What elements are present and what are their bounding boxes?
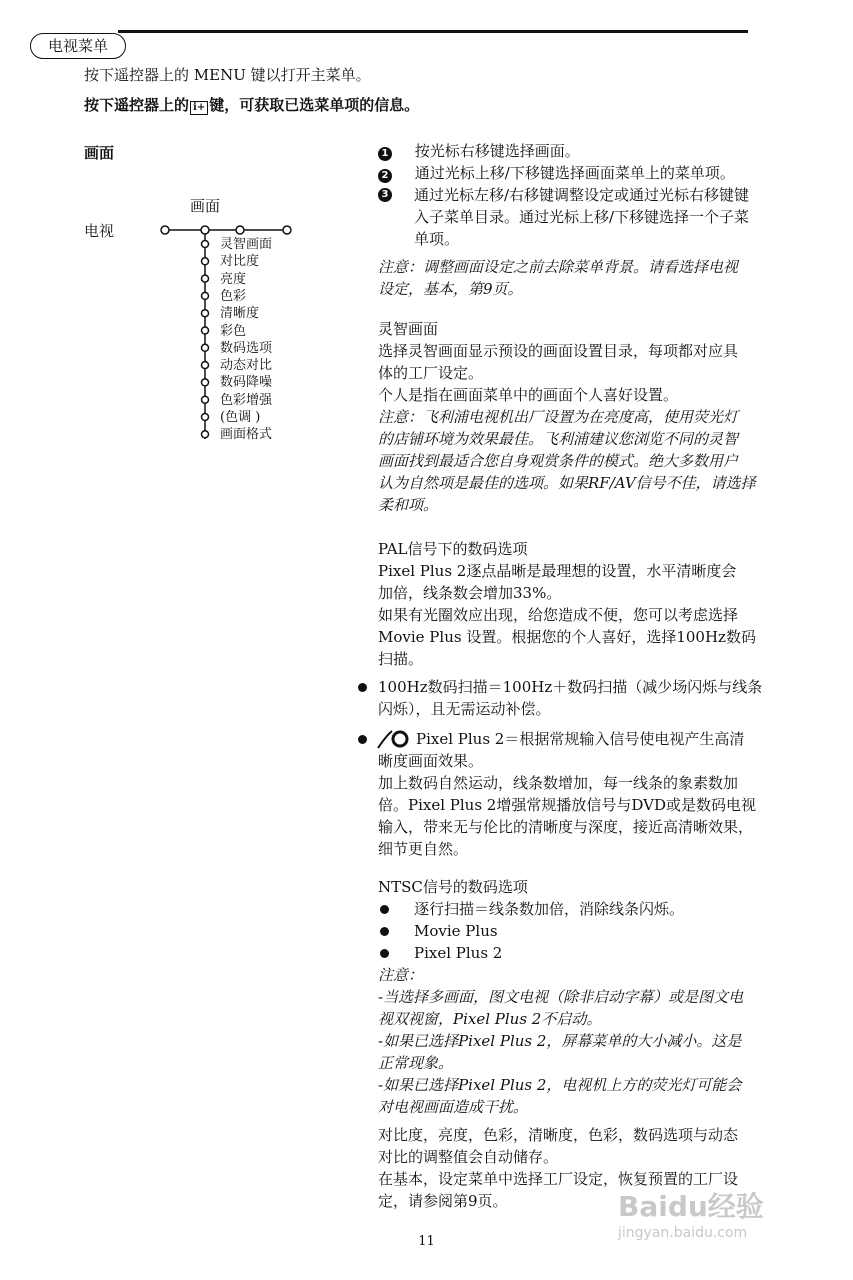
note-line: 的店铺环境为效果最佳。飞利浦建议您浏览不同的灵智 [378, 430, 739, 448]
menu-tree-node [202, 327, 209, 334]
note-line: 注意：调整画面设定之前去除菜单背景。请看选择电视 [378, 258, 739, 276]
step-3-line: 入子菜单目录。通过光标上移/下移键选择一个子菜 [414, 208, 750, 226]
text-line: 细节更自然。 [378, 840, 469, 858]
ntsc-bullet [378, 898, 818, 920]
note-line: 柔和项。 [378, 496, 439, 514]
text-line: 闪烁），且无需运动补偿。 [378, 700, 551, 718]
left-heading: 画面 [84, 144, 115, 162]
text-line: 加倍，线条数会增加33%。 [378, 584, 562, 602]
step-1 [378, 140, 818, 162]
text-line: 加上数码自然运动，线条数增加，每一线条的象素数加 [378, 774, 739, 792]
note-label: 注意： [378, 966, 424, 984]
menu-tree-node [202, 344, 209, 351]
step-number-1: 1 [378, 147, 392, 161]
ntsc-bullet [378, 942, 818, 964]
step-3-line: 单项。 [414, 230, 460, 248]
section-title: 电视菜单 [30, 33, 126, 59]
diagram-title: 画面 [190, 197, 221, 215]
baidu-watermark [618, 1185, 818, 1265]
ntsc-bullet [378, 920, 818, 942]
menu-tree-node [202, 362, 209, 369]
text-line: 扫描。 [378, 650, 424, 668]
note-line: -如果已选择Pixel Plus 2，电视机上方的荧光灯可能会 [378, 1076, 742, 1094]
menu-tree-node [202, 396, 209, 403]
text-line: 定，请参阅第9页。 [378, 1192, 508, 1210]
pal-heading: PAL信号下的数码选项 [378, 540, 528, 558]
menu-item: 数码降噪 [220, 375, 273, 391]
bullet-icon [380, 949, 389, 958]
step-number-2: 2 [378, 169, 392, 183]
text-line: 对比的调整值会自动储存。 [378, 1148, 559, 1166]
step-1-text: 按光标右移键选择画面。 [414, 142, 580, 160]
text-line: 如果有光圈效应出现，给您造成不便，您可以考虑选择 [378, 606, 739, 624]
menu-item: (色调 ) [220, 410, 261, 425]
text-line: 100Hz数码扫描＝100Hz＋数码扫描（减少场闪烁与线条 [378, 678, 763, 696]
step-3 [378, 184, 818, 250]
note-line: 认为自然项是最佳的选项。如果RF/AV信号不佳，请选择 [378, 474, 756, 492]
menu-tree-node [202, 310, 209, 317]
page-number: 11 [418, 1234, 435, 1249]
menu-item: 彩色 [220, 323, 247, 339]
bullet-icon [380, 927, 389, 936]
menu-item: 清晰度 [220, 306, 260, 322]
note-line: 设定，基本，第9页。 [378, 280, 523, 298]
step-2 [378, 162, 818, 184]
intro-line-1: 按下遥控器上的 MENU 键以打开主菜单。 [84, 66, 371, 84]
bullet-text: Pixel Plus 2 [414, 944, 503, 962]
top-rule [118, 30, 748, 33]
smart-picture-section [378, 318, 818, 516]
note-menu-background [378, 256, 818, 300]
diagram-tv-label: 电视 [84, 222, 115, 240]
intro-line-2 [84, 94, 419, 116]
intro-line-2-start: 按下遥控器上的 [84, 96, 190, 114]
note-line: 正常现象。 [378, 1054, 454, 1072]
pal-bullet-100hz [358, 676, 818, 720]
menu-tree-node [202, 379, 209, 386]
text-line: Pixel Plus 2＝根据常规输入信号使电视产生高清 [416, 730, 745, 748]
step-2-text: 通过光标上移/下移键选择画面菜单上的菜单项。 [414, 164, 735, 182]
text-line: 选择灵智画面显示预设的画面设置目录，每项都对应具 [378, 342, 739, 360]
menu-item: 对比度 [220, 254, 260, 270]
bullet-icon [358, 735, 367, 744]
text-line: Pixel Plus 2逐点晶晰是最理想的设置，水平清晰度会 [378, 562, 737, 580]
text-line: Movie Plus 设置。根据您的个人喜好，选择100Hz数码 [378, 628, 756, 646]
menu-item: 色彩增强 [220, 392, 273, 408]
bullet-icon [358, 683, 367, 692]
menu-tree-node [202, 431, 209, 438]
watermark-url: jingyan.baidu.com [618, 1225, 748, 1241]
bullet-text: 逐行扫描＝线条数加倍，消除线条闪烁。 [414, 900, 685, 918]
intro-line-2-end: 键，可获取已选菜单项的信息。 [209, 96, 420, 114]
watermark-logo-text: Baidu经验 [618, 1190, 764, 1223]
menu-item: 亮度 [220, 271, 247, 287]
ntsc-section [378, 876, 818, 1212]
menu-tree-node [202, 258, 209, 265]
menu-tree-node [202, 275, 209, 282]
note-line: 注意：飞利浦电视机出厂设置为在亮度高，使用荧光灯 [378, 408, 739, 426]
menu-item: 色彩 [220, 288, 247, 304]
pixel-plus-logo-icon [376, 728, 410, 750]
bullet-text: Movie Plus [414, 922, 498, 940]
text-line: 输入，带来无与伦比的清晰度与深度，接近高清晰效果， [378, 818, 754, 836]
menu-tree-node [202, 292, 209, 299]
menu-item: 灵智画面 [220, 237, 273, 252]
pal-bullet-pixel-plus [358, 728, 818, 860]
ntsc-heading: NTSC信号的数码选项 [378, 878, 528, 896]
smart-picture-heading: 灵智画面 [378, 320, 439, 338]
menu-item: 数码选项 [220, 340, 273, 356]
text-line: 对比度，亮度，色彩，清晰度，色彩，数码选项与动态 [378, 1126, 739, 1144]
text-line: 在基本，设定菜单中选择工厂设定，恢复预置的工厂设 [378, 1170, 739, 1188]
text-line: 晰度画面效果。 [378, 752, 484, 770]
note-line: 对电视画面造成干扰。 [378, 1098, 529, 1116]
note-line: 画面找到最适合您自身观赏条件的模式。绝大多数用户 [378, 452, 739, 470]
info-key-icon: i+ [190, 101, 208, 115]
text-line: 倍。Pixel Plus 2增强常规播放信号与DVD或是数码电视 [378, 796, 756, 814]
text-line: 体的工厂设定。 [378, 364, 484, 382]
step-number-3: 3 [378, 188, 392, 202]
note-line: 视双视窗，Pixel Plus 2不启动。 [378, 1010, 602, 1028]
pal-section [378, 538, 818, 670]
menu-item: 画面格式 [220, 427, 273, 443]
text-line: 个人是指在画面菜单中的画面个人喜好设置。 [378, 386, 679, 404]
note-line: -当选择多画面，图文电视（除非启动字幕）或是图文电 [378, 988, 744, 1006]
step-3-line: 通过光标左移/右移键调整设定或通过光标右移键键 [414, 186, 750, 204]
bullet-icon [380, 905, 389, 914]
menu-tree-node [202, 414, 209, 421]
menu-item: 动态对比 [220, 358, 273, 374]
menu-tree-node [202, 241, 209, 248]
note-line: -如果已选择Pixel Plus 2，屏幕菜单的大小减小。这是 [378, 1032, 742, 1050]
